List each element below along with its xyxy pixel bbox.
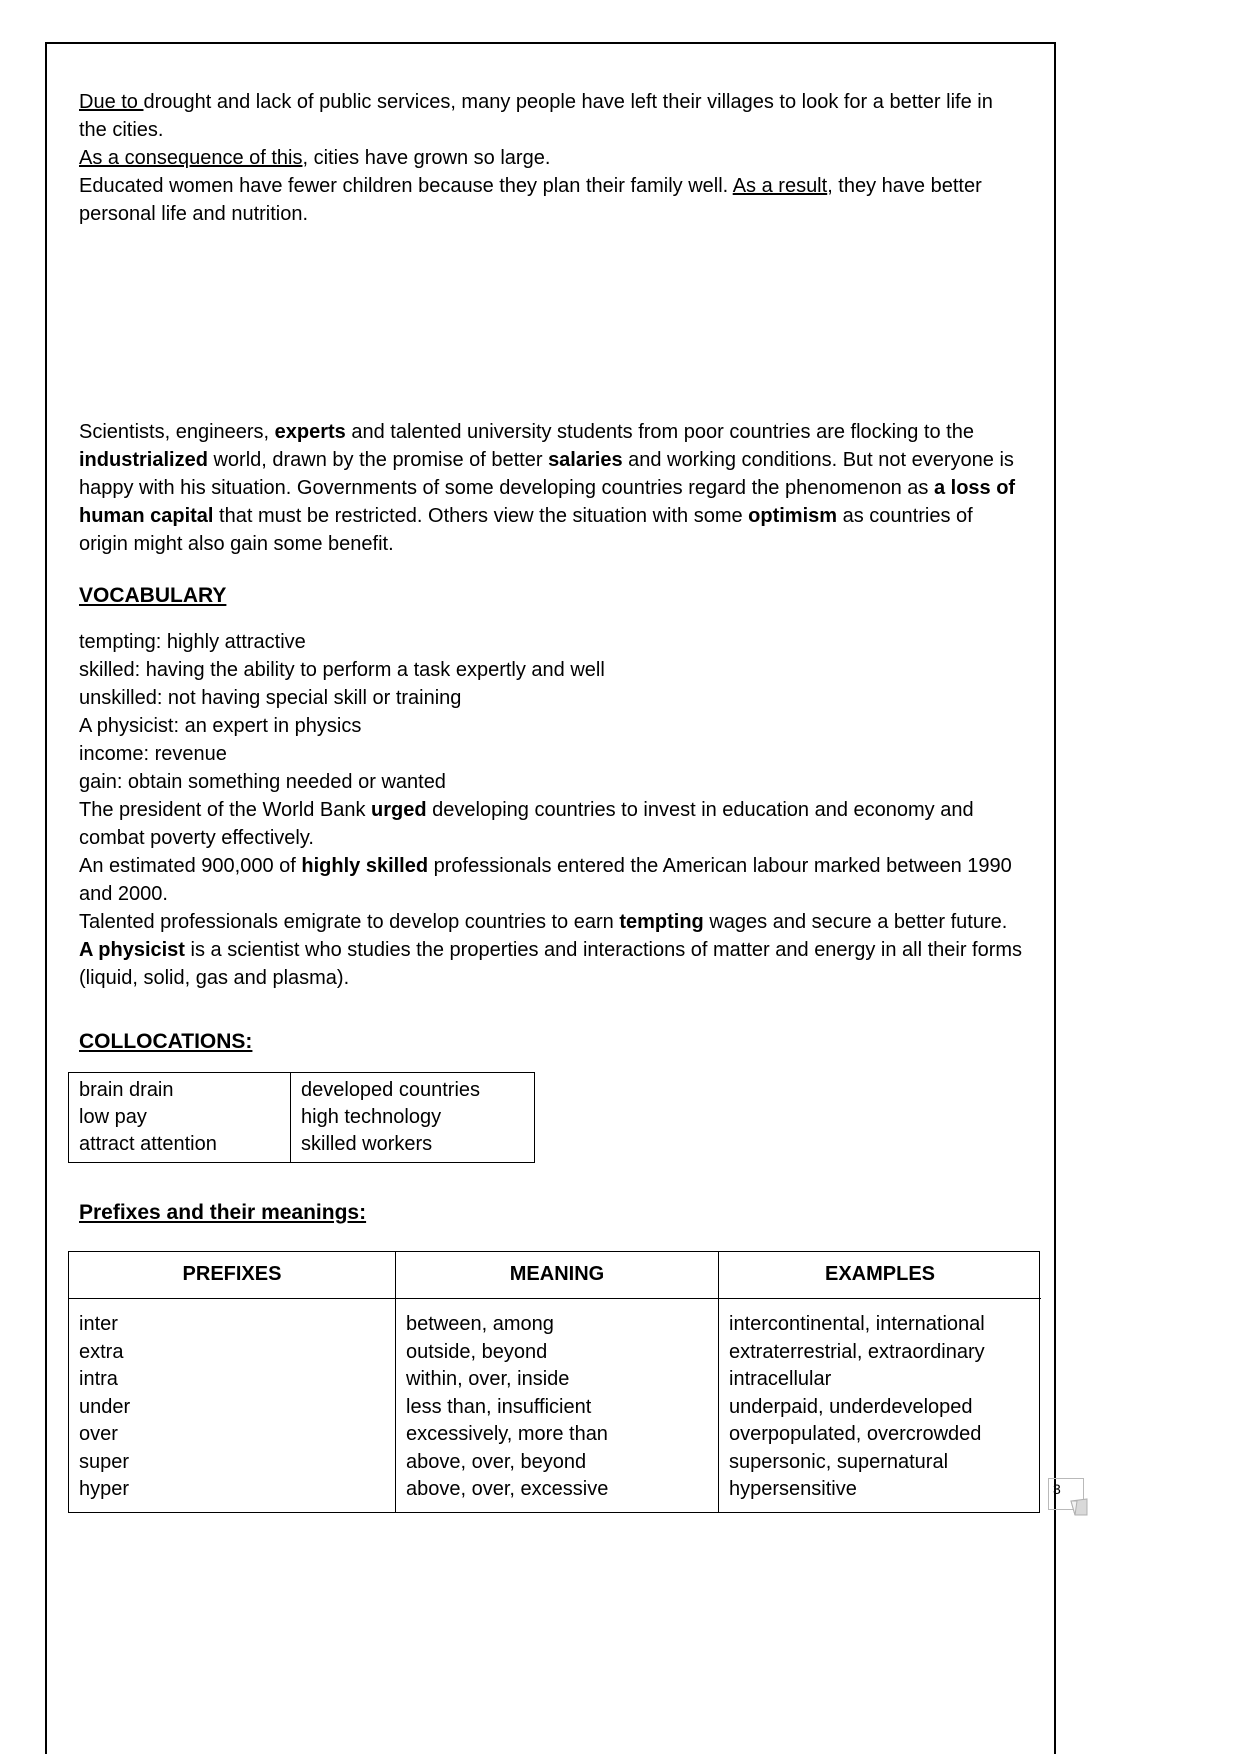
- meaning-cell: between, among: [406, 1313, 554, 1335]
- examples-cell: intracellular: [729, 1368, 832, 1390]
- collocations-heading-text: COLLOCATIONS:: [79, 1030, 253, 1053]
- collocation-item: brain drain: [79, 1079, 174, 1101]
- collocations-table: [68, 1072, 535, 1163]
- prefix-cell: inter: [79, 1313, 118, 1335]
- meaning-cell: less than, insufficient: [406, 1395, 592, 1418]
- collocation-item: high technology: [301, 1106, 442, 1128]
- examples-cell: hypersensitive: [729, 1478, 857, 1500]
- prefixes-heading-text: Prefixes and their meanings:: [79, 1201, 367, 1224]
- examples-cell: overpopulated, overcrowded: [729, 1423, 982, 1445]
- meaning-cell: within, over, inside: [406, 1368, 570, 1390]
- vocab-line: skilled: having the ability to perform a task expertly and well: [79, 659, 605, 681]
- folded-page-icon: [1069, 1497, 1089, 1517]
- prefixes-table-header-meaning: MEANING: [396, 1252, 719, 1299]
- vocab-line: unskilled: not having special skill or training: [79, 687, 462, 709]
- vocab-line: A physicist: an expert in physics: [79, 715, 362, 737]
- meaning-cell: above, over, beyond: [406, 1450, 587, 1473]
- vocabulary-heading: [79, 582, 1025, 610]
- vocabulary-list: [79, 628, 1025, 992]
- vocab-line: A physicist is a scientist who studies the properties and interactions of matter and energy in all their forms (liquid, solid, gas and plasma).: [79, 939, 1023, 989]
- intro-line: Educated women have fewer children because they plan their family well. As a result, they have better personal life and nutrition.: [79, 175, 982, 225]
- prefixes-table-header-examples: EXAMPLES: [719, 1252, 1041, 1299]
- examples-cell: supersonic, supernatural: [729, 1450, 949, 1473]
- prefix-cell: extra: [79, 1340, 124, 1363]
- examples-cell: underpaid, underdeveloped: [729, 1395, 973, 1418]
- page-content: [79, 88, 1025, 1513]
- intro-line: As a consequence of this, cities have grown so large.: [79, 147, 551, 169]
- prefixes-column-prefixes: [69, 1299, 396, 1512]
- collocations-heading: [79, 1028, 1025, 1056]
- page-number-value: 3: [1053, 1481, 1061, 1497]
- collocation-item: attract attention: [79, 1133, 217, 1155]
- examples-cell: intercontinental, international: [729, 1313, 985, 1335]
- prefix-cell: super: [79, 1450, 130, 1473]
- vocab-line: Talented professionals emigrate to develop countries to earn tempting wages and secure a better future.: [79, 911, 1008, 933]
- collocations-cell-left: [69, 1073, 291, 1162]
- meaning-cell: excessively, more than: [406, 1423, 608, 1445]
- intro-line: Due to drought and lack of public services, many people have left their villages to look for a better life in the cities.: [79, 91, 993, 141]
- collocations-cell-right: [291, 1073, 536, 1162]
- vocabulary-heading-text: VOCABULARY: [79, 584, 227, 607]
- prefixes-heading: [79, 1199, 1025, 1227]
- meaning-cell: outside, beyond: [406, 1340, 548, 1363]
- prefixes-column-examples: [719, 1299, 1041, 1512]
- collocation-item: low pay: [79, 1106, 147, 1128]
- vocab-line: An estimated 900,000 of highly skilled professionals entered the American labour marked between 1990 and 2000.: [79, 855, 1012, 905]
- prefix-cell: intra: [79, 1368, 118, 1390]
- vocab-line: The president of the World Bank urged developing countries to invest in education and economy and combat poverty effectively.: [79, 799, 974, 849]
- prefix-cell: under: [79, 1395, 131, 1418]
- meaning-cell: above, over, excessive: [406, 1478, 609, 1500]
- prefixes-table: [68, 1251, 1040, 1513]
- page-number: [1048, 1478, 1084, 1510]
- prefix-cell: hyper: [79, 1478, 130, 1500]
- prefixes-table-header-prefixes: PREFIXES: [69, 1252, 396, 1299]
- prefix-cell: over: [79, 1423, 118, 1445]
- vocab-line: tempting: highly attractive: [79, 631, 306, 653]
- collocation-item: skilled workers: [301, 1133, 433, 1155]
- examples-cell: extraterrestrial, extraordinary: [729, 1340, 985, 1363]
- vocab-line: gain: obtain something needed or wanted: [79, 771, 446, 793]
- prefixes-column-meaning: [396, 1299, 719, 1512]
- vocab-line: income: revenue: [79, 743, 227, 765]
- brain-drain-paragraph: Scientists, engineers, experts and talented university students from poor countries are flocking to the industrialized world, drawn by the promise of better salaries and working conditions. But not everyone is happy with his situation. Governments of some developing countries regard the phenomenon as a loss of human capital that must be restricted. Others view the situation with some optimism as countries of origin might also gain some benefit.: [79, 421, 1016, 555]
- collocation-item: developed countries: [301, 1079, 481, 1101]
